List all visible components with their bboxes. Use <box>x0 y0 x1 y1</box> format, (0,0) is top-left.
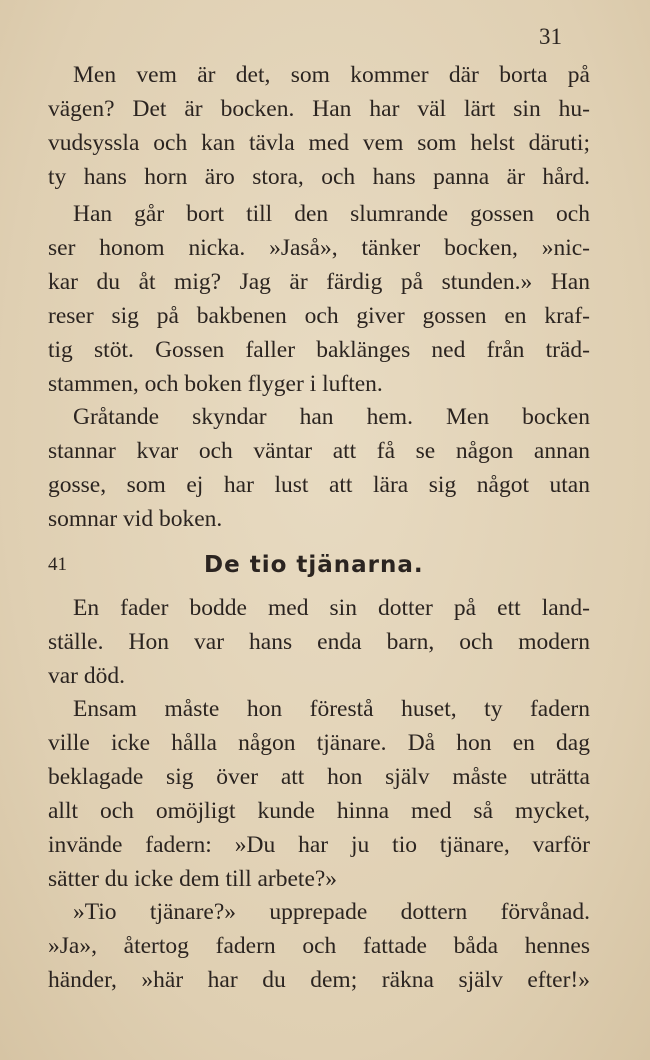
section-number: 41 <box>48 554 67 575</box>
text-line: ser honom nicka. »Jaså», tänker bocken, »nic- <box>48 235 590 261</box>
text-line: tig stöt. Gossen faller baklänges ned från träd- <box>48 337 590 363</box>
text-line: somnar vid boken. <box>48 506 223 532</box>
text-line: ställe. Hon var hans enda barn, och modern <box>48 629 590 655</box>
paragraph <box>48 400 590 536</box>
text-line: sätter du icke dem till arbete?» <box>48 866 338 892</box>
text-line: stannar kvar och väntar att få se någon annan <box>48 438 590 464</box>
paragraph <box>48 58 590 194</box>
text-line: händer, »här har du dem; räkna själv efter!» <box>48 967 590 993</box>
paragraph <box>48 591 590 693</box>
text-line: gosse, som ej har lust att lära sig något utan <box>48 472 590 498</box>
text-line: vägen? Det är bocken. Han har väl lärt sin hu- <box>48 96 590 122</box>
text-line: allt och omöjligt kunde hinna med så mycket, <box>48 798 590 824</box>
text-line: »Ja», återtog fadern och fattade båda hennes <box>48 933 590 959</box>
paragraph <box>48 197 590 401</box>
text-line: var död. <box>48 663 126 689</box>
text-line: En fader bodde med sin dotter på ett land- <box>73 595 590 621</box>
text-line: Gråtande skyndar han hem. Men bocken <box>73 404 590 430</box>
text-line: beklagade sig över att hon själv måste uträtta <box>48 764 590 790</box>
text-line: »Tio tjänare?» upprepade dottern förvånad. <box>73 899 590 925</box>
paragraph <box>48 692 590 896</box>
text-line: stammen, och boken flyger i luften. <box>48 371 383 397</box>
text-line: invände fadern: »Du har ju tio tjänare, varför <box>48 832 590 858</box>
section-heading <box>48 548 590 582</box>
page-number: 31 <box>539 24 562 49</box>
text-line: Men vem är det, som kommer där borta på <box>73 62 590 88</box>
text-line: Ensam måste hon förestå huset, ty fadern <box>73 696 590 722</box>
text-line: Han går bort till den slumrande gossen och <box>73 201 590 227</box>
text-line: vudsyssla och kan tävla med vem som helst däruti; <box>48 130 590 156</box>
text-line: ty hans horn äro stora, och hans panna är hård. <box>48 164 590 190</box>
paragraph <box>48 895 590 997</box>
text-line: reser sig på bakbenen och giver gossen en kraf- <box>48 303 590 329</box>
text-line: kar du åt mig? Jag är färdig på stunden.» Han <box>48 269 590 295</box>
section-title: De tio tjänarna. <box>204 552 424 578</box>
text-line: ville icke hålla någon tjänare. Då hon en dag <box>48 730 590 756</box>
